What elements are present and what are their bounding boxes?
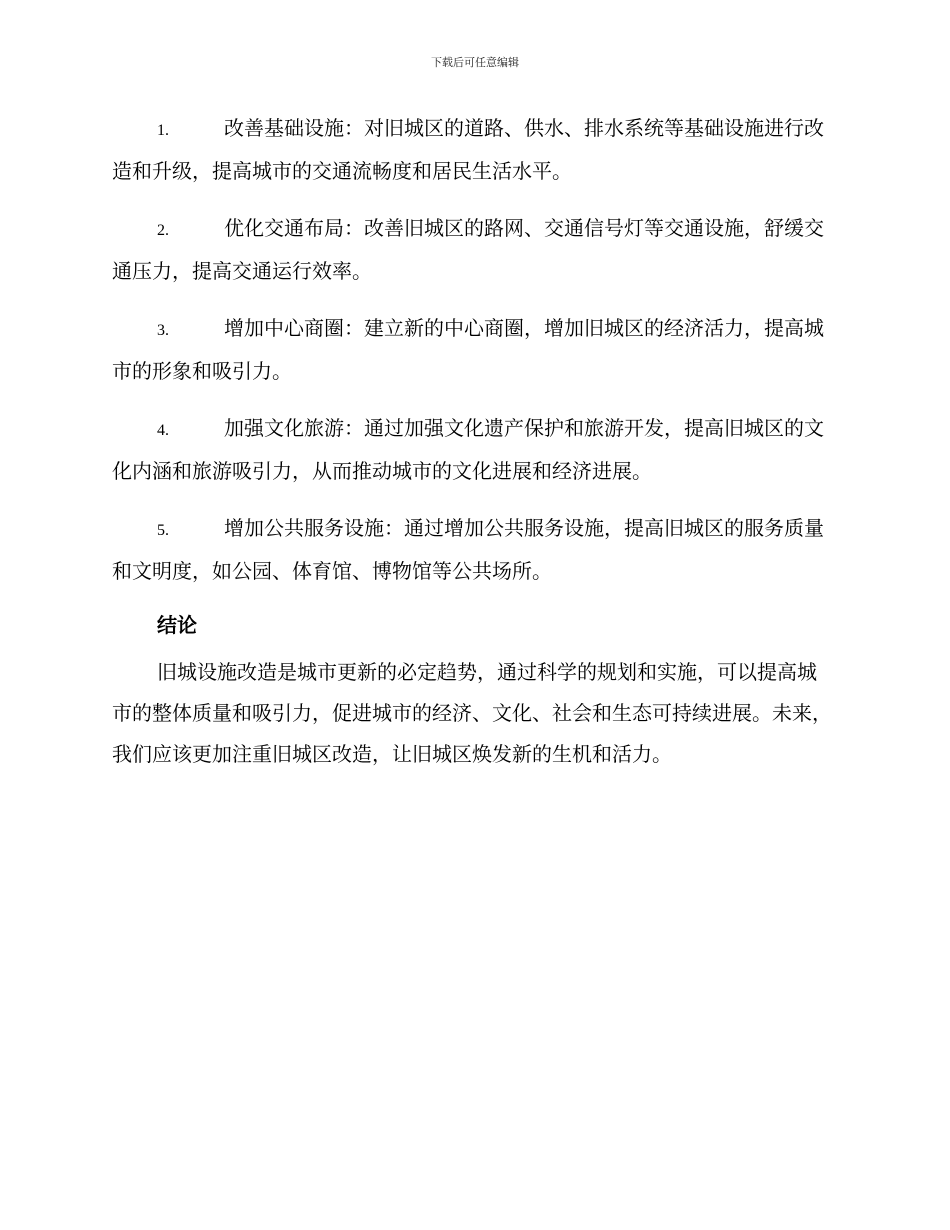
list-item-text: 加强文化旅游：通过加强文化遗产保护和旅游开发，提高旧城区的文化内涵和旅游吸引力，从而推动城市的文化进展和经济进展。 <box>112 416 824 483</box>
list-item-text: 改善基础设施：对旧城区的道路、供水、排水系统等基础设施进行改造和升级，提高城市的交通流畅度和居民生活水平。 <box>112 116 824 183</box>
page-header: 下载后可任意编辑 <box>431 56 519 69</box>
list-item <box>112 308 834 392</box>
list-item-text: 增加公共服务设施：通过增加公共服务设施，提高旧城区的服务质量和文明度，如公园、体育馆、博物馆等公共场所。 <box>112 516 824 583</box>
document-body <box>112 108 834 775</box>
list-item <box>112 408 834 492</box>
list-item <box>112 208 834 292</box>
conclusion-paragraph: 旧城设施改造是城市更新的必定趋势，通过科学的规划和实施，可以提高城市的整体质量和吸引力，促进城市的经济、文化、社会和生态可持续进展。未来，我们应该更加注重旧城区改造，让旧城区焕发新的生机和活力。 <box>112 660 832 766</box>
list-item-text: 增加中心商圈：建立新的中心商圈，增加旧城区的经济活力，提高城市的形象和吸引力。 <box>112 316 824 383</box>
list-item-number: 3. <box>157 322 169 339</box>
list-item-number: 5. <box>157 522 169 539</box>
list-item-text: 优化交通布局：改善旧城区的路网、交通信号灯等交通设施，舒缓交通压力，提高交通运行效率。 <box>112 216 824 283</box>
conclusion-heading: 结论 <box>157 613 197 637</box>
list-item-number: 1. <box>157 122 169 139</box>
list-item-number: 4. <box>157 422 169 439</box>
list-item <box>112 108 834 192</box>
list-item <box>112 508 834 592</box>
list-item-number: 2. <box>157 222 169 239</box>
